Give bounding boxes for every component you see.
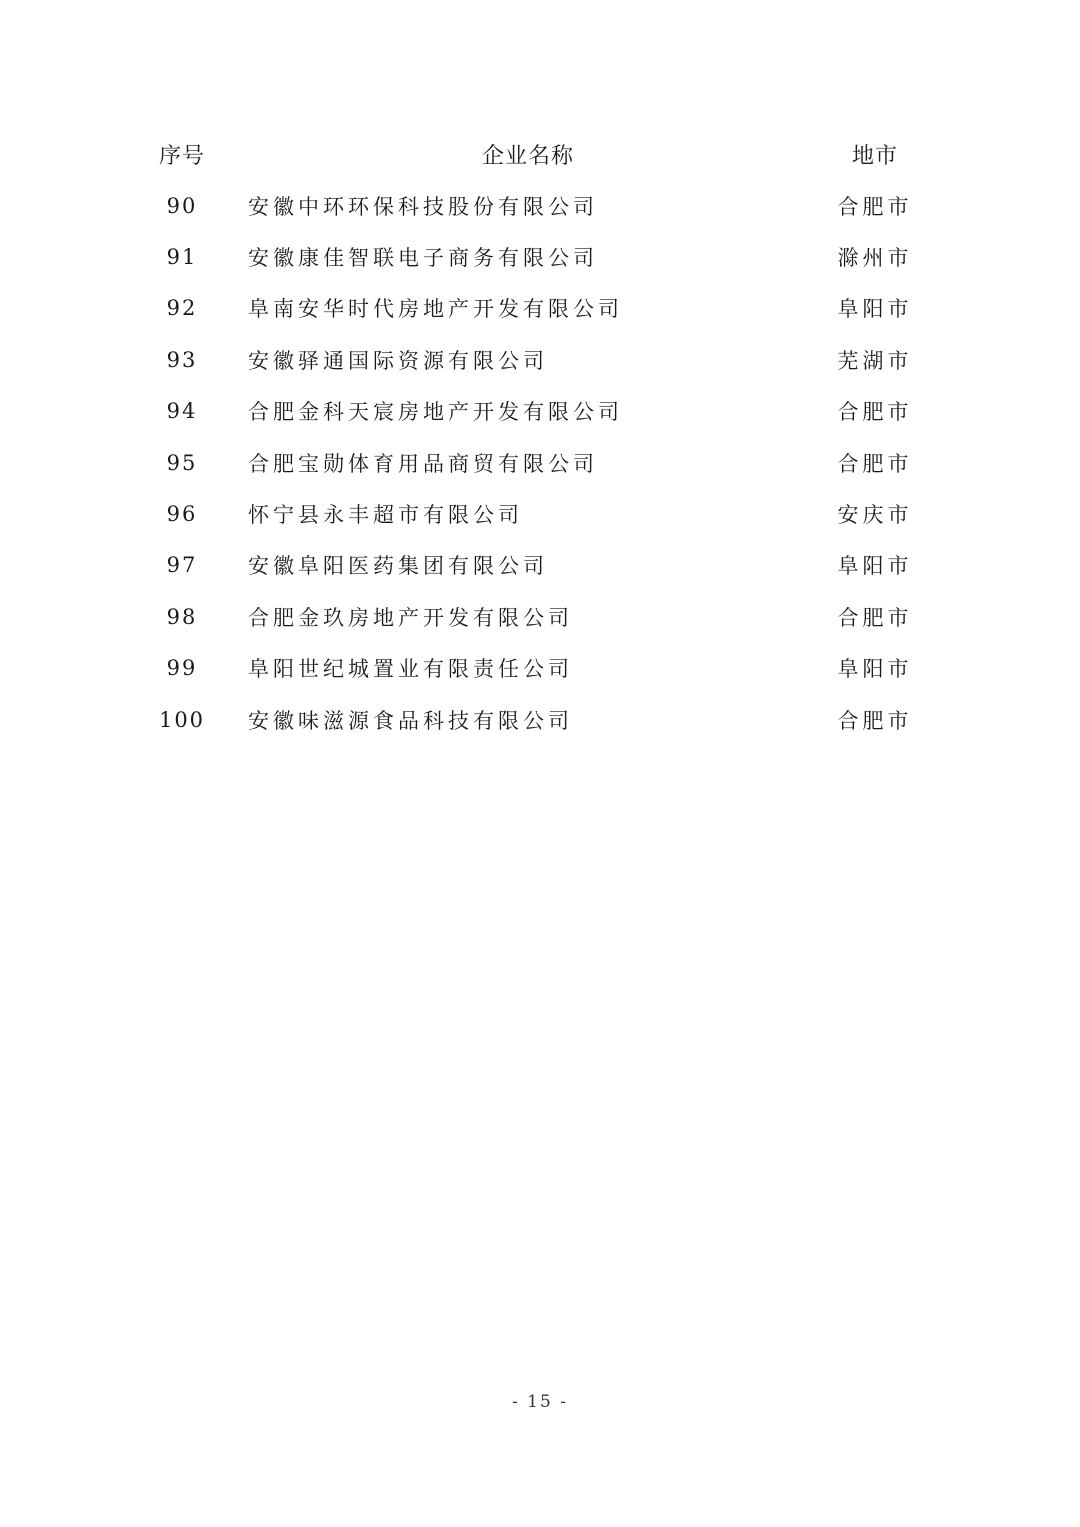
table-header-row [130,128,950,180]
table-row [130,386,950,437]
serial-number-cell: 90 [166,193,198,218]
enterprise-name-cell: 安徽阜阳医药集团有限公司 [248,554,548,579]
table-row [130,231,950,282]
city-cell: 阜阳市 [837,297,913,322]
city-cell: 安庆市 [837,503,913,528]
serial-number-cell: 93 [166,347,198,372]
enterprise-name-cell: 安徽中环环保科技股份有限公司 [248,194,598,219]
city-cell: 芜湖市 [837,348,913,373]
header-city: 地市 [851,143,898,169]
serial-number-cell: 94 [166,399,198,424]
enterprise-table [130,128,950,745]
serial-number-cell: 95 [166,450,198,475]
serial-number-cell: 98 [166,604,198,629]
serial-number-cell: 100 [158,707,206,732]
table-row [130,180,950,231]
serial-number-cell: 97 [166,553,198,578]
enterprise-name-cell: 合肥宝勋体育用品商贸有限公司 [248,451,598,476]
city-cell: 阜阳市 [837,657,913,682]
header-enterprise-name: 企业名称 [481,143,574,169]
city-cell: 合肥市 [837,708,913,733]
serial-number-cell: 91 [166,245,198,270]
city-cell: 合肥市 [837,194,913,219]
city-cell: 合肥市 [837,605,913,630]
enterprise-name-cell: 安徽味滋源食品科技有限公司 [248,708,573,733]
city-cell: 合肥市 [837,400,913,425]
table-row [130,694,950,745]
enterprise-name-cell: 合肥金科天宸房地产开发有限公司 [248,400,623,425]
city-cell: 阜阳市 [837,554,913,579]
table-row [130,643,950,694]
header-serial-number: 序号 [158,143,205,169]
serial-number-cell: 99 [166,656,198,681]
table-row [130,437,950,488]
enterprise-name-cell: 安徽康佳智联电子商务有限公司 [248,246,598,271]
enterprise-name-cell: 安徽驿通国际资源有限公司 [248,348,548,373]
city-cell: 滁州市 [837,246,913,271]
serial-number-cell: 96 [166,502,198,527]
page-number: - 15 - [512,1392,568,1412]
city-cell: 合肥市 [837,451,913,476]
table-row [130,334,950,385]
enterprise-name-cell: 怀宁县永丰超市有限公司 [248,503,523,528]
enterprise-name-cell: 阜南安华时代房地产开发有限公司 [248,297,623,322]
enterprise-name-cell: 合肥金玖房地产开发有限公司 [248,605,573,630]
table-row [130,540,950,591]
enterprise-name-cell: 阜阳世纪城置业有限责任公司 [248,657,573,682]
table-row [130,488,950,539]
table-row [130,591,950,642]
serial-number-cell: 92 [166,296,198,321]
table-body [130,180,950,745]
table-row [130,283,950,334]
